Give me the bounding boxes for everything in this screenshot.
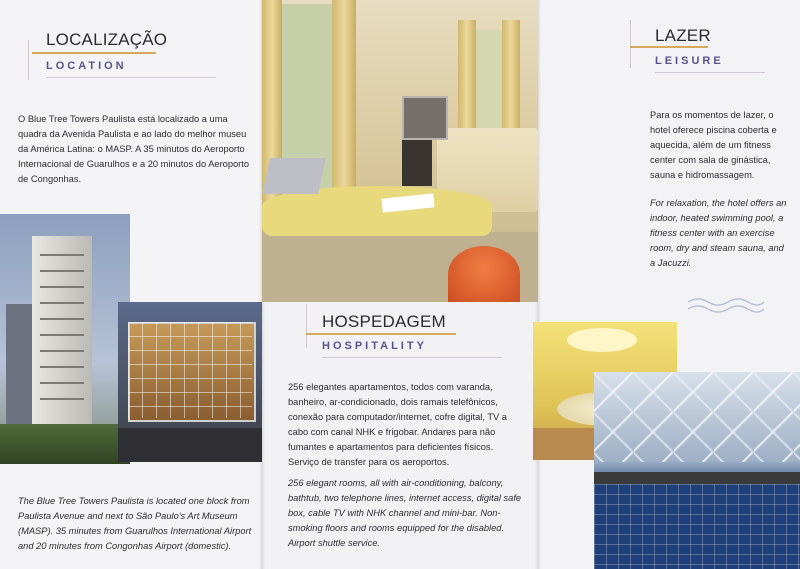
location-subtitle: LOCATION <box>46 60 127 72</box>
leisure-text-en: For relaxation, the hotel offers an indoor, heated swimming pool, a fitness center with an exercise room, dry and steam sauna, and a Jacuzzi. <box>650 198 787 268</box>
leisure-accent-line <box>630 46 708 48</box>
hospitality-subtitle: HOSPITALITY <box>322 340 427 352</box>
wave-icon <box>686 294 766 318</box>
section-divider <box>306 304 307 348</box>
hospitality-text-pt: 256 elegantes apartamentos, todos com varanda, banheiro, ar-condicionado, dois ramais telefônicos, conexão para computador/internet, cofre digital, TV a cabo com canal NHK e frigobar. Andares para não fumantes e apartamentos para deficientes físicos. Serviço de transfer para os aeroportos. <box>288 382 507 467</box>
hotel-room-photo <box>262 0 538 302</box>
location-title: LOCALIZAÇÃO <box>46 30 168 49</box>
location-text-pt: O Blue Tree Towers Paulista está localizado a uma quadra da Avenida Paulista e ao lado do melhor museu da América Latina: o MASP. A 35 minutos do Aeroporto Internacional de Guarulhos e a 20 minutos do Aeroporto de Congonhas. <box>18 114 250 184</box>
section-divider <box>28 40 29 80</box>
leisure-title: LAZER <box>655 26 711 45</box>
hospitality-rule <box>322 357 502 358</box>
leisure-text-pt: Para os momentos de lazer, o hotel oferece piscina coberta e aquecida, além de um fitness center com sala de ginástica, sauna e hidromassagem. <box>650 110 777 180</box>
location-accent-line <box>32 52 156 54</box>
location-rule <box>46 77 216 78</box>
section-divider <box>630 20 631 68</box>
indoor-pool-photo <box>594 372 800 569</box>
hospitality-text-en: 256 elegant rooms, all with air-conditioning, balcony, bathtub, two telephone lines, internet access, digital safe box, cable TV with NHK channel and mini-bar. Non-smoking floors and rooms equipped for the disabled. Airport shuttle service. <box>288 478 522 548</box>
hospitality-accent-line <box>306 333 456 335</box>
masp-museum-photo <box>118 302 262 462</box>
hospitality-title: HOSPEDAGEM <box>322 312 446 331</box>
leisure-rule <box>655 72 765 73</box>
location-text-en: The Blue Tree Towers Paulista is located one block from Paulista Avenue and next to São Paulo's Art Museum (MASP). 35 minutes from Guarulhos International Airport and 20 minutes from Congonhas Airport (domestic). <box>18 496 252 551</box>
hotel-tower-photo <box>0 214 130 464</box>
leisure-subtitle: LEISURE <box>655 55 724 67</box>
